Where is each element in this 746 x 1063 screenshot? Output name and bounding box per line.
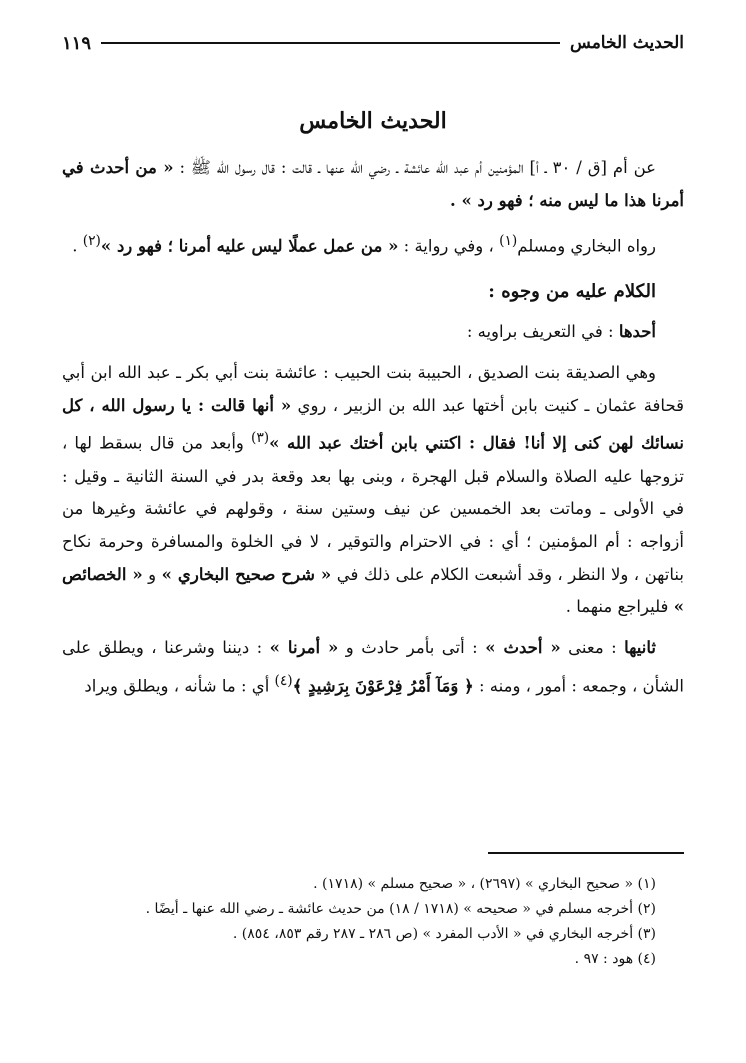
footnotes xyxy=(62,872,684,972)
running-head-title: الحديث الخامس xyxy=(570,33,684,53)
text-run: : في التعريف براويه : xyxy=(466,322,619,342)
term: « أحدث » xyxy=(485,638,561,658)
paragraph-narration xyxy=(62,225,684,263)
text-run: . xyxy=(72,236,83,256)
footnote-rule xyxy=(488,852,684,854)
aspect-label: أحدها xyxy=(618,322,656,342)
subheading: الكلام عليه من وجوه : xyxy=(488,280,656,302)
footnote-ref: (٢) xyxy=(82,233,101,250)
text-run: عن أم [ق / ٣٠ ـ أ] المؤمنين أم عبد الله عائشة ـ رضي الله عنها ـ قالت : قال رسول الله ﷺ : xyxy=(173,158,656,177)
footnote-4: (٤) هود : ٩٧ . xyxy=(574,951,656,967)
hadith-quote: « من أحدث في أمرنا هذا ما ليس منه ؛ فهو رد » . xyxy=(62,158,684,210)
aspect-label: ثانيها xyxy=(624,638,656,658)
book-title: « شرح صحيح البخاري » xyxy=(161,564,332,584)
text-run: أي : ما شأنه ، ويطلق ويراد xyxy=(84,676,275,696)
term: « أمرنا » xyxy=(269,638,339,658)
text-run: و xyxy=(142,564,162,584)
quran-quote: ﴿ وَمَآ أَمْرُ فِرْعَوْنَ بِرَشِيدٍ ﴾ xyxy=(292,676,474,696)
text-run: رواه البخاري ومسلم xyxy=(517,236,656,256)
text-run: : ديننا وشرعنا ، ويطلق على الشأن ، وجمعه : أمور ، ومنه : xyxy=(62,638,684,696)
book-title: « الخصائص » xyxy=(62,564,684,617)
paragraph-first-aspect xyxy=(62,316,684,349)
text-run: وأبعد من قال بسقط لها ، تزوجها عليه الصلاة والسلام قبل الهجرة ، وبنى بها بعد وقعة بدر في السنة الثانية ـ وقيل : في الأولى ـ وماتت بعد الخمسين عن نيف وستين سنة ، وقولهم في عائشة وغيرها من أزواجه : أم المؤمنين ؛ أي : في الاحترام والتوقير ، لا في الخلوة والمسافرة وحرمة نكاح بناتهن ، ولا النظر ، وقد أشبعت الكلام على ذلك في xyxy=(62,433,684,584)
paragraph-hadith xyxy=(62,152,684,217)
footnote-ref: (٤) xyxy=(274,672,293,689)
hadith-quote: « من عمل عملًا ليس عليه أمرنا ؛ فهو رد » xyxy=(100,236,399,256)
quote: « أنها قالت : يا رسول الله ، كل نسائك لهن كنى إلا أنا! فقال : اكتني بابن أختك عبد الله » xyxy=(62,395,684,453)
footnote-1: (١) « صحيح البخاري » (٢٦٩٧) ، « صحيح مسلم » (١٧١٨) . xyxy=(313,876,656,892)
footnote-ref: (١) xyxy=(499,233,518,250)
section-title: الحديث الخامس xyxy=(299,108,447,134)
paragraph-second-aspect xyxy=(62,632,684,703)
text-run: : معنى xyxy=(560,638,625,658)
text-run: وهي الصديقة بنت الصديق ، الحبيبة بنت الحبيب : عائشة بنت أبي بكر ـ عبد الله ابن أبي قحافة عثمان ـ كنيت بابن أختها عبد الله بن الزبير ، روي xyxy=(62,363,684,415)
text-run: ، وفي رواية : xyxy=(398,236,500,256)
footnote-3: (٣) أخرجه البخاري في « الأدب المفرد » (ص ٢٨٦ ـ ٢٨٧ رقم ٨٥٣، ٨٥٤) . xyxy=(232,926,656,942)
text-run: فليراجع منهما . xyxy=(565,597,674,617)
text-run: : أتى بأمر حادث و xyxy=(338,638,486,658)
footnote-2: (٢) أخرجه مسلم في « صحيحه » (١٧١٨ / ١٨) من حديث عائشة ـ رضي الله عنها ـ أيضًا . xyxy=(145,901,656,917)
running-head xyxy=(62,28,684,58)
running-head-rule xyxy=(101,42,560,44)
body-text xyxy=(62,152,684,703)
page-number: ١١٩ xyxy=(62,32,92,54)
paragraph-biography xyxy=(62,357,684,624)
footnote-ref: (٣) xyxy=(250,430,270,447)
